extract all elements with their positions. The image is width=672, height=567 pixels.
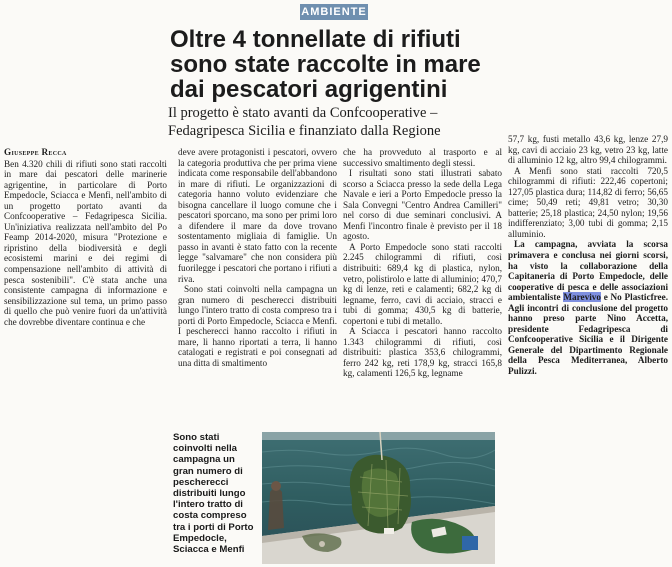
paragraph: A Sciacca i pescatori hanno raccolto 1.343 chilogrammi di rifiuti, così distribuiti: plastica 353,6 chilogrammi, ferro 242 kg, reti 178,9 kg, stracci 165,8 kg, calamenti 126,5 kg, legname [343, 326, 502, 379]
paragraph: A Menfi sono stati raccolti 720,5 chilogrammi di rifiuti: 222,46 copertoni; 127,05 plastica dura; 114,82 di ferro; 56,65 cime; 50,49 reti; 49,81 vetro; 30,30 batterie; 25,18 plastica; 24,50 nylon; 19,56 indifferenziato; 3,00 tubi di gomma; 2,15 alluminio. [508, 165, 668, 239]
paragraph-text: e No Plasticfree. Agli incontri di conclusione del progetto hanno preso parte Nino Accetta, presidente Fedagripesca di Confcooperative Sicilia e il Dirigente Generale del Dipartimento Regionale della Pesca Mediterranea, Alberto Pulizzi. [508, 292, 668, 377]
photo-caption: Sono stati coinvolti nella campagna un gran numero di pescherecci distribuiti lungo l'intero tratto di costa compreso tra i porti di Porto Empedocle, Sciacca e Menfi [173, 432, 254, 556]
headline-line: Oltre 4 tonnellate di rifiuti [170, 26, 461, 53]
article-column-4 [508, 134, 668, 377]
subheadline-line: Fedagripesca Sicilia e finanziato dalla Regione [168, 123, 441, 139]
author-byline: Giuseppe Recca [4, 147, 67, 157]
headline [170, 27, 670, 102]
article-column-3 [343, 147, 502, 379]
headline-line: dai pescatori agrigentini [170, 76, 448, 103]
paragraph: 57,7 kg, fusti metallo 43,6 kg, lenze 27,9 kg, cavi di acciaio 23 kg, vetro 23 kg, latte di alluminio 12 kg, altro 99,4 chilogrammi. [508, 134, 668, 166]
paragraph: che ha provveduto al trasporto e al successivo smaltimento degli stessi. [343, 147, 502, 168]
paragraph: A Porto Empedocle sono stati raccolti 2.245 chilogrammi di rifiuti, così distribuiti: 689,4 kg di plastica, nylon, vetro, polistirolo e latte di alluminio; 470,7 kg di lenze, reti e calamenti; 682,2 kg di legname, ferro, cavi di acciaio, stracci e tubi di gomma; 430,5 kg di batterie, copertoni e tubi di metallo. [343, 241, 502, 326]
subheadline-line: Il progetto è stato avanti da Confcooperative – [168, 105, 438, 121]
paragraph [508, 239, 668, 376]
paragraph: deve avere protagonisti i pescatori, ovvero la categoria produttiva che per prima viene indicata come responsabile dell'abbandono in mare di rifiuti. Le organizzazioni di categoria hanno voluto evidenziare che bisogna cancellare il luogo comune che i pescatori sporcano, ma sono per primi loro a difendere il mare da dove trovano sostentamento migliaia di famiglie. Un passo in avanti è stato fatto con la recente legge "salvamare" che non considera più fuorilegge i pescatori che portano i rifiuti a riva. [178, 147, 337, 284]
paragraph-text: La campagna, avviata la scorsa primavera e conclusa nei giorni scorsi, ha visto la collaborazione della Capitaneria di Porto Empedocle, delle cooperative di pesca e delle associazioni ambientaliste [508, 239, 668, 303]
article-column-2 [178, 147, 337, 368]
highlighted-word: Marevivo [563, 292, 601, 303]
paragraph: Ben 4.320 chili di rifiuti sono stati raccolti in mare dai pescatori delle marinerie agrigentine, in particolare di Porto Empedocle, Sciacca e Menfi, nell'ambito di un progetto portato avanti da Confcooperative – Fedagripesca Sicilia. Un'iniziativa realizzata nell'ambito del Po Feamp 2014-2020, misura "Protezione e ripristino della biodiversità e degli ecosistemi marini e dei regimi di compensazione nell'ambito di attività di pesca sostenibili". C'è stata anche una consistente campagna di informazione e sensibilizzazione sul tema, un primo passo di quello che può venire fuori da un'attività che dovrebbe diventare continua e che [4, 158, 167, 327]
section-tag: AMBIENTE [301, 6, 367, 18]
headline-line: sono state raccolte in mare [170, 51, 481, 78]
article-column-1 [4, 147, 167, 327]
paragraph: Sono stati coinvolti nella campagna un gran numero di pescherecci distribuiti lungo l'intero tratto di costa compreso tra i porti di Porto Empedocle, Sciacca e Menfi. I pescherecci hanno raccolto i rifiuti in mare, li hanno riportati a terra, li hanno catalogati e registrati e poi consegnati ad una ditta di smaltimento [178, 284, 337, 368]
paragraph: I risultati sono stati illustrati sabato scorso a Sciacca presso la sede della Lega Navale e ieri a Porto Empedocle presso la Sala Convegni "Centro Andrea Camilleri" nel corso di due seminari conclusivi. A Menfi l'incontro finale è previsto per il 18 agosto. [343, 168, 502, 242]
fishing-boat-photo [262, 432, 495, 564]
article-photo [262, 432, 495, 564]
